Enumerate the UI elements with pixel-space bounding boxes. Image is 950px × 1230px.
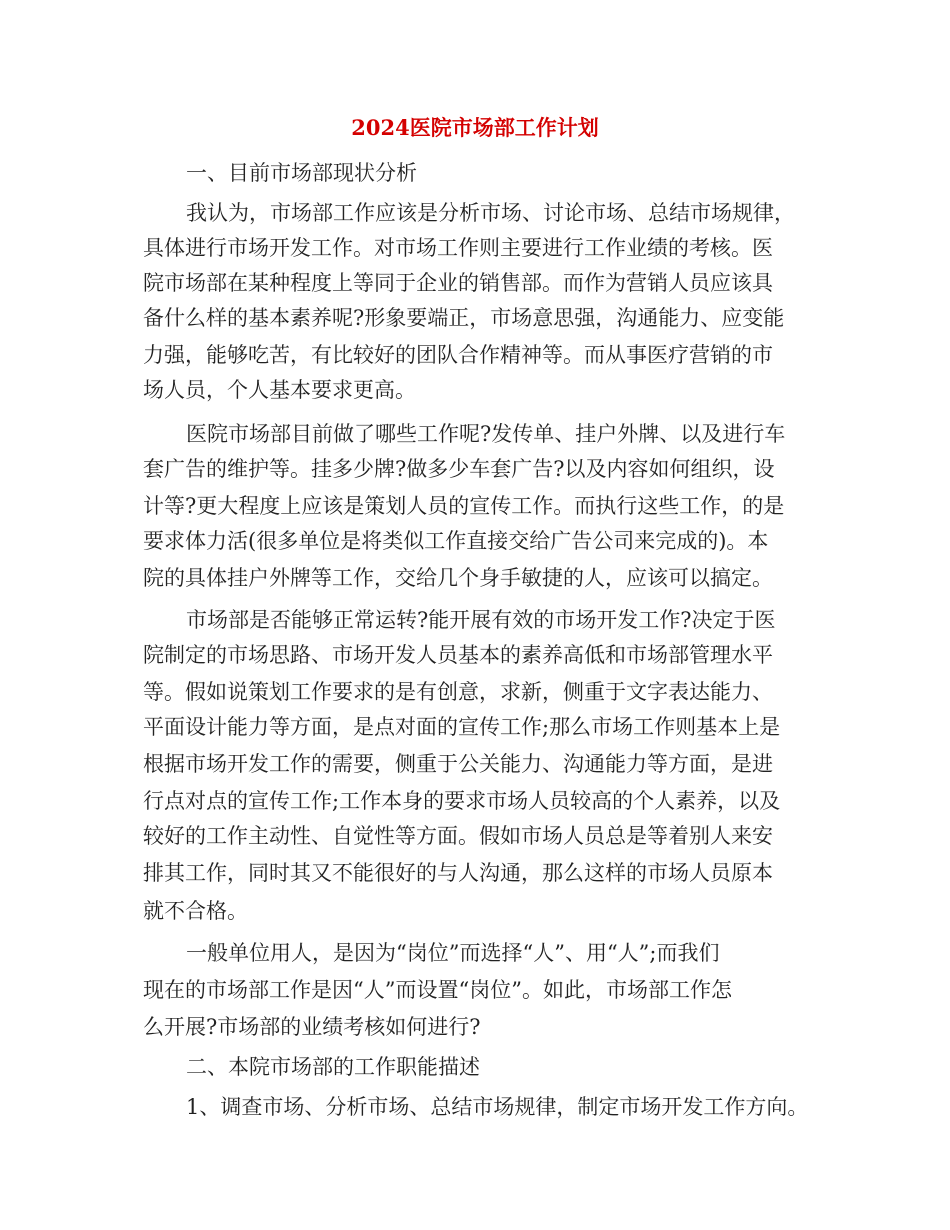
paragraph-line: 具体进行市场开发工作。对市场工作则主要进行工作业绩的考核。医 <box>143 236 773 260</box>
paragraph-line: 么开展?市场部的业绩考核如何进行? <box>143 1015 481 1039</box>
paragraph-line: 1、调查市场、分析市场、总结市场规律，制定市场开发工作方向。 <box>186 1095 809 1119</box>
paragraph-line: 计等?更大程度上应该是策划人员的宣传工作。而执行这些工作，的是 <box>143 494 785 518</box>
paragraph-line: 我认为，市场部工作应该是分析市场、讨论市场、总结市场规律， <box>186 201 795 225</box>
paragraph-line: 现在的市场部工作是因“人”而设置“岗位”。如此，市场部工作怎 <box>143 978 732 1002</box>
paragraph-line: 就不合格。 <box>143 899 248 923</box>
paragraph-line: 院市场部在某种程度上等同于企业的销售部。而作为营销人员应该具 <box>143 271 773 295</box>
paragraph-line: 院的具体挂户外牌等工作，交给几个身手敏捷的人，应该可以搞定。 <box>143 566 773 590</box>
paragraph-line: 力强，能够吃苦，有比较好的团队合作精神等。而从事医疗营销的市 <box>143 343 773 367</box>
paragraph-line: 平面设计能力等方面，是点对面的宣传工作;那么市场工作则基本上是 <box>143 715 781 739</box>
paragraph-line: 等。假如说策划工作要求的是有创意，求新，侧重于文字表达能力、 <box>143 680 773 704</box>
section-heading: 一、目前市场部现状分析 <box>186 161 417 185</box>
paragraph-line: 院制定的市场思路、市场开发人员基本的素养高低和市场部管理水平 <box>143 643 773 667</box>
paragraph-line: 要求体力活(很多单位是将类似工作直接交给广告公司来完成的)。本 <box>143 529 769 553</box>
paragraph-line: 一般单位用人，是因为“岗位”而选择“人”、用“人”;而我们 <box>186 941 720 965</box>
paragraph-line: 套广告的维护等。挂多少牌?做多少车套广告?以及内容如何组织，设 <box>143 457 775 481</box>
document-title: 2024医院市场部工作计划 <box>351 115 599 140</box>
paragraph-line: 行点对点的宣传工作;工作本身的要求市场人员较高的个人素养，以及 <box>143 789 781 813</box>
paragraph-line: 医院市场部目前做了哪些工作呢?发传单、挂户外牌、以及进行车 <box>186 422 786 446</box>
paragraph-line: 备什么样的基本素养呢?形象要端正，市场意思强，沟通能力、应变能 <box>143 306 785 330</box>
paragraph-line: 根据市场开发工作的需要，侧重于公关能力、沟通能力等方面，是进 <box>143 752 773 776</box>
paragraph-line: 排其工作，同时其又不能很好的与人沟通，那么这样的市场人员原本 <box>143 861 773 885</box>
paragraph-line: 场人员，个人基本要求更高。 <box>143 378 416 402</box>
paragraph-line: 较好的工作主动性、自觉性等方面。假如市场人员总是等着别人来安 <box>143 824 773 848</box>
section-heading: 二、本院市场部的工作职能描述 <box>186 1055 480 1079</box>
paragraph-line: 市场部是否能够正常运转?能开展有效的市场开发工作?决定于医 <box>186 608 776 632</box>
